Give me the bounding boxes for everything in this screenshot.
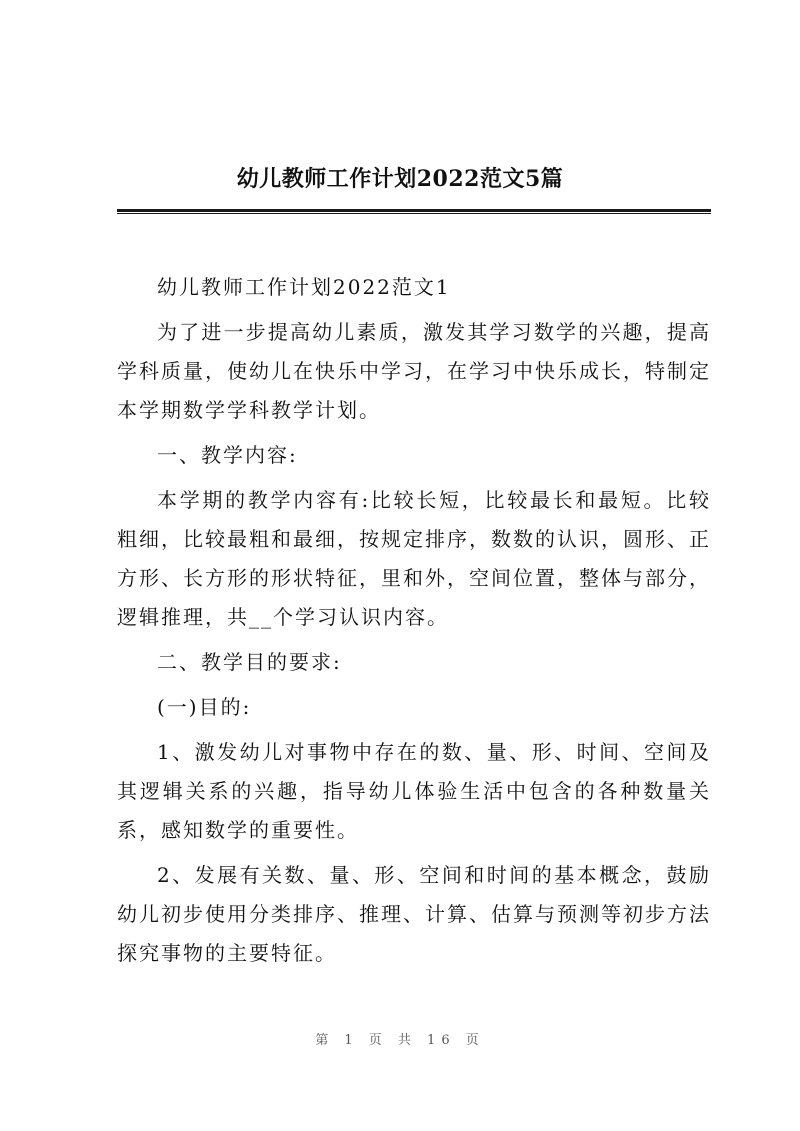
body-paragraph: 1、激发幼儿对事物中存在的数、量、形、时间、空间及其逻辑关系的兴趣，指导幼儿体验生活中包含的各种数量关系，感知数学的重要性。 xyxy=(117,740,711,842)
body-paragraph: 2、发展有关数、量、形、空间和时间的基本概念，鼓励幼儿初步使用分类排序、推理、计算、估算与预测等初步方法探究事物的主要特征。 xyxy=(117,863,711,965)
section-heading: 幼儿教师工作计划2022范文1 xyxy=(157,275,451,299)
document-title: 幼儿教师工作计划2022范文5篇 xyxy=(236,166,564,192)
subheading: 一、教学内容: xyxy=(157,443,298,467)
title-divider xyxy=(117,209,711,214)
page-footer: 第 1 页 共 16 页 xyxy=(315,1033,485,1048)
body-paragraph: 本学期的教学内容有:比较长短，比较最长和最短。比较粗细，比较最粗和最细，按规定排序，数数的认识，圆形、正方形、长方形的形状特征，里和外，空间位置，整体与部分，逻辑推理，共__个学习认识内容。 xyxy=(117,488,711,629)
subheading: (一)目的: xyxy=(157,695,252,719)
document-body xyxy=(117,268,711,973)
subheading: 二、教学目的要求: xyxy=(157,650,342,674)
body-paragraph: 为了进一步提高幼儿素质，激发其学习数学的兴趣，提高学科质量，使幼儿在快乐中学习，在学习中快乐成长，特制定本学期数学学科教学计划。 xyxy=(117,320,711,422)
